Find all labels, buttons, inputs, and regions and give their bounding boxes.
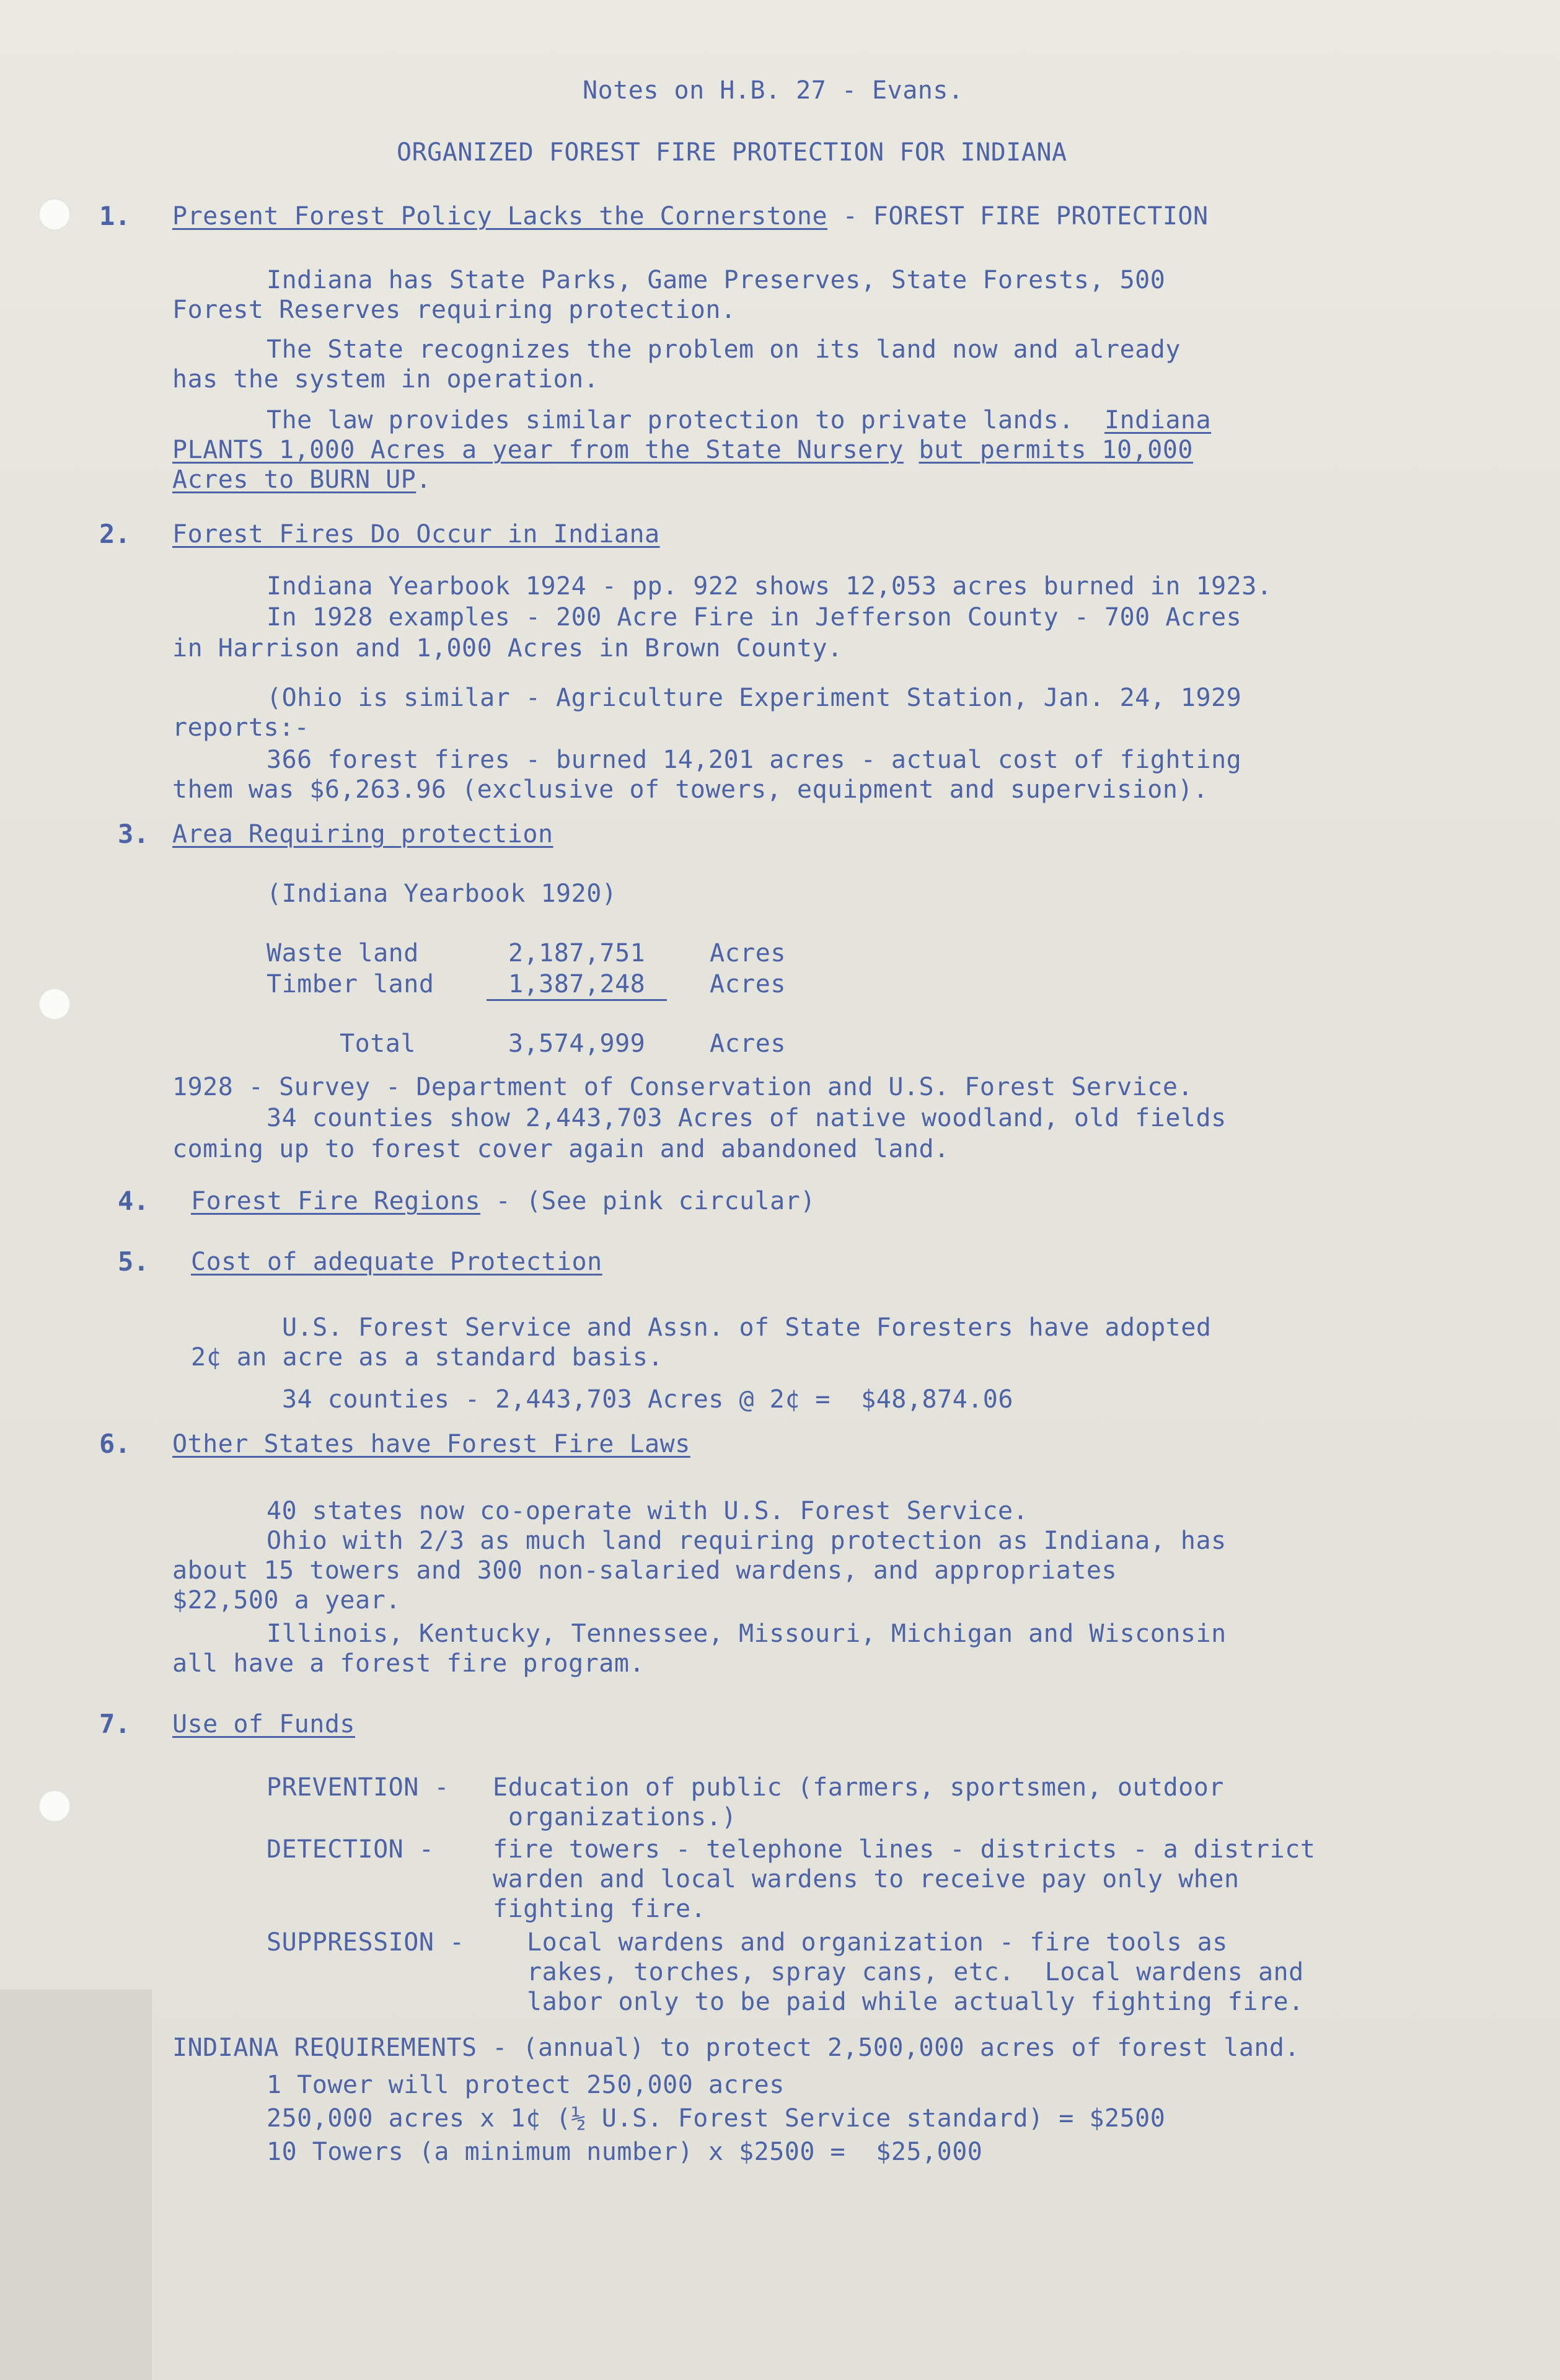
section-heading-rest: - FOREST FIRE PROTECTION <box>827 202 1209 231</box>
paragraph-line: Illinois, Kentucky, Tennessee, Missouri, Michigan and Wisconsin <box>267 1620 1227 1648</box>
section-heading-text: Forest Fires Do Occur in Indiana <box>172 520 660 549</box>
paragraph-line: them was $6,263.96 (exclusive of towers, equipment and supervision). <box>172 775 1209 804</box>
paragraph-line: Indiana Yearbook 1924 - pp. 922 shows 12,053 acres burned in 1923. <box>267 572 1272 601</box>
paragraph-line: in Harrison and 1,000 Acres in Brown County. <box>172 634 843 663</box>
requirements-line: 250,000 acres x 1¢ (½ U.S. Forest Service standard) = $2500 <box>267 2104 1166 2133</box>
underlined-text: but permits 10,000 <box>919 436 1194 464</box>
section-number: 4. <box>118 1186 149 1216</box>
paragraph-line: about 15 towers and 300 non-salaried wardens, and appropriates <box>172 1556 1117 1585</box>
table-unit: Acres <box>710 970 786 998</box>
paragraph-line: 40 states now co-operate with U.S. Forest Service. <box>267 1497 1029 1525</box>
paragraph-line <box>267 405 1211 435</box>
punch-hole <box>38 988 71 1020</box>
suppression-label: SUPPRESSION - <box>267 1928 480 1957</box>
section-heading <box>172 201 1209 231</box>
section-heading-text: Area Requiring protection <box>172 820 553 848</box>
section-number: 6. <box>99 1429 131 1459</box>
paragraph-line: warden and local wardens to receive pay only when <box>493 1865 1240 1893</box>
paragraph-line: In 1928 examples - 200 Acre Fire in Jefferson County - 700 Acres <box>267 603 1242 632</box>
section-heading <box>172 1709 355 1739</box>
section-heading-text: Use of Funds <box>172 1710 355 1739</box>
punch-hole <box>38 1790 71 1822</box>
paragraph-line: U.S. Forest Service and Assn. of State Foresters have adopted <box>282 1313 1212 1342</box>
paragraph-line: 2¢ an acre as a standard basis. <box>191 1343 664 1372</box>
paragraph-line: (Ohio is similar - Agriculture Experiment Station, Jan. 24, 1929 <box>267 684 1242 712</box>
paragraph-line <box>172 465 431 495</box>
underlined-text: PLANTS 1,000 Acres a year from the State Nursery <box>172 436 904 464</box>
paragraph-line: Education of public (farmers, sportsmen, outdoor <box>493 1773 1224 1802</box>
paragraph-line: rakes, torches, spray cans, etc. Local wardens and <box>527 1958 1304 1986</box>
paragraph-line: 1928 - Survey - Department of Conservation and U.S. Forest Service. <box>172 1073 1193 1101</box>
paragraph-line: 34 counties show 2,443,703 Acres of native woodland, old fields <box>267 1104 1227 1132</box>
paragraph-line: Indiana has State Parks, Game Preserves, State Forests, 500 <box>267 266 1166 294</box>
section-heading-text: Cost of adequate Protection <box>191 1248 602 1276</box>
section-heading <box>172 519 660 549</box>
paragraph-line: has the system in operation. <box>172 365 599 394</box>
paragraph-line: 34 counties - 2,443,703 Acres @ 2¢ = $48,874.06 <box>282 1385 1013 1414</box>
paragraph-line: fire towers - telephone lines - districts - a district <box>493 1835 1316 1864</box>
document-subtitle: ORGANIZED FOREST FIRE PROTECTION FOR INDIANA <box>397 138 1067 167</box>
section-heading <box>191 1186 816 1216</box>
section-heading <box>191 1247 602 1277</box>
paragraph-line: $22,500 a year. <box>172 1586 401 1615</box>
document-title: Notes on H.B. 27 - Evans. <box>583 76 964 105</box>
table-total-value: 3,574,999 <box>508 1029 646 1058</box>
section-heading <box>172 1429 690 1459</box>
source-note: (Indiana Yearbook 1920) <box>267 879 617 908</box>
requirements-line: 10 Towers (a minimum number) x $2500 = $25,000 <box>267 2138 983 2166</box>
section-number: 5. <box>118 1246 149 1277</box>
paragraph-line <box>172 435 1193 465</box>
paragraph-line: Local wardens and organization - fire tools as <box>527 1928 1228 1957</box>
paragraph-line: Forest Reserves requiring protection. <box>172 296 736 324</box>
table-unit: Acres <box>710 939 786 967</box>
underlined-text: Acres to BURN UP <box>172 465 416 494</box>
paragraph-line: fighting fire. <box>493 1895 707 1923</box>
table-unit: Acres <box>710 1029 786 1058</box>
section-number: 3. <box>118 819 149 849</box>
attached-lower-sheet <box>0 1990 152 2380</box>
table-value: 2,187,751 <box>508 939 646 967</box>
detection-label: DETECTION - <box>267 1835 449 1864</box>
prevention-label: PREVENTION - <box>267 1773 465 1802</box>
section-number: 1. <box>99 201 131 231</box>
table-total-label: Total <box>340 1029 416 1058</box>
paragraph-text <box>904 436 919 464</box>
section-heading-rest: - (See pink circular) <box>480 1187 816 1215</box>
paragraph-line: Ohio with 2/3 as much land requiring protection as Indiana, has <box>267 1527 1227 1555</box>
underlined-text: Indiana <box>1104 406 1212 434</box>
punch-hole <box>38 198 71 231</box>
paragraph-line: The State recognizes the problem on its land now and already <box>267 335 1181 364</box>
paragraph-text: The law provides similar protection to private lands. <box>267 406 1105 434</box>
table-label: Timber land <box>267 970 434 998</box>
section-heading-text: Forest Fire Regions <box>191 1187 481 1215</box>
section-number: 7. <box>99 1709 131 1739</box>
paragraph-line: 366 forest fires - burned 14,201 acres - actual cost of fighting <box>267 746 1242 774</box>
table-label: Waste land <box>267 939 419 967</box>
paragraph-line: labor only to be paid while actually fighting fire. <box>527 1988 1304 2016</box>
section-number: 2. <box>99 519 131 549</box>
paragraph-line: organizations.) <box>508 1803 737 1831</box>
section-heading-text: Other States have Forest Fire Laws <box>172 1430 690 1458</box>
requirements-heading: INDIANA REQUIREMENTS - (annual) to protect 2,500,000 acres of forest land. <box>172 2034 1300 2062</box>
paragraph-line: all have a forest fire program. <box>172 1649 645 1678</box>
table-value: 1,387,248 <box>487 969 667 1001</box>
requirements-line: 1 Tower will protect 250,000 acres <box>267 2071 785 2099</box>
paragraph-line: reports:- <box>172 713 310 742</box>
section-heading-text: Present Forest Policy Lacks the Cornerstone <box>172 202 828 231</box>
paragraph-text: . <box>416 465 431 494</box>
paragraph-line: coming up to forest cover again and abandoned land. <box>172 1135 950 1163</box>
section-heading <box>172 819 553 849</box>
